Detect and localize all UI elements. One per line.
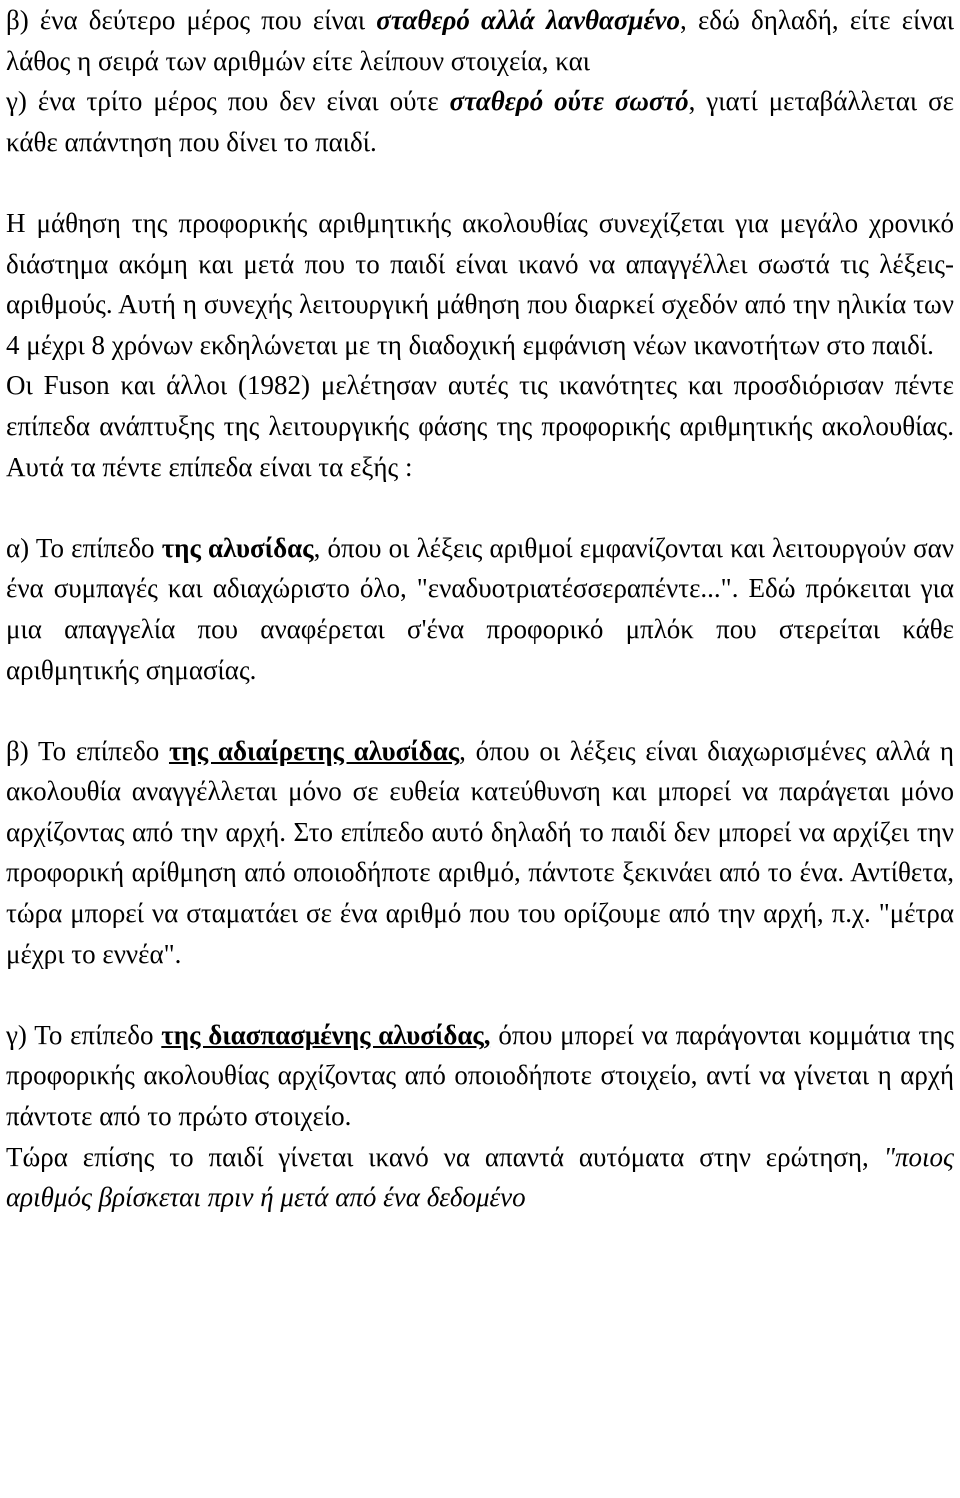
text: , εδώ δηλαδή, είτε είναι λάθος η σειρά των αριθμών είτε λείπουν στοιχεία, και <box>6 5 955 76</box>
emphasis: σταθερό αλλά λανθασμένο <box>376 5 681 35</box>
emphasis: σταθερό ούτε σωστό <box>449 86 689 117</box>
text: β) ένα δεύτερο μέρος που είναι <box>6 5 377 35</box>
paragraph-gamma-part <box>6 81 954 162</box>
text: α) Το επίπεδο <box>6 532 162 563</box>
paragraph-beta-part <box>6 0 954 81</box>
text: γ) Το επίπεδο <box>6 1019 162 1050</box>
text: , γιατί μεταβάλλεται σε κάθε απάντηση που δίνει το παιδί. <box>6 86 955 157</box>
quote: "ποιος αριθμός βρίσκεται πριν ή μετά από ένα δεδομένο <box>6 1141 954 1213</box>
paragraph-level-alpha <box>6 528 954 690</box>
level-term: της αλυσίδας <box>161 532 314 563</box>
text: γ) ένα τρίτο μέρος που δεν είναι ούτε <box>6 86 450 117</box>
text: β) Το επίπεδο <box>6 735 169 766</box>
text: όπου μπορεί να παράγονται κομμάτια της προφορικής ακολουθίας αρχίζοντας από οποιοδήποτε στοιχείο, αντί να γίνεται η αρχή πάντοτε από το πρώτο στοιχείο. <box>6 1019 955 1132</box>
paragraph-level-beta <box>6 731 954 975</box>
text: , όπου οι λέξεις αριθμοί εμφανίζονται και λειτουργούν σαν ένα συμπαγές και αδιαχώριστο όλο, "εναδυοτριατέσσεραπέντε...". Εδώ πρόκειται για μια απαγγελία που αναφέρεται σ'ένα προφορικό μπλόκ που στερείται κάθε αριθμητικής σημασίας. <box>6 532 954 685</box>
text: , όπου οι λέξεις είναι διαχωρισμένες αλλά η ακολουθία αναγγέλλεται μόνο σε ευθεία κατεύθυνση και μπορεί να παράγεται μόνο αρχίζοντας από την αρχή. Στο επίπεδο αυτό δηλαδή το παιδί δεν μπορεί να αρχίζει την προφορική αρίθμηση από οποιοδήποτε αριθμό, πάντοτε ξεκινάει από το ένα. Αντίθετα, τώρα μπορεί να σταματάει σε ένα αριθμό που του ορίζουμε από την αρχή, π.χ. "μέτρα μέχρι το εννέα". <box>6 735 954 969</box>
level-term: της διασπασμένης αλυσίδας, <box>161 1019 491 1050</box>
paragraph-now-also <box>6 1137 954 1218</box>
paragraph-level-gamma <box>6 1015 954 1137</box>
paragraph-learning: Η μάθηση της προφορικής αριθμητικής ακολουθίας συνεχίζεται για μεγάλο χρονικό διάστημα ακόμη και μετά που το παιδί είναι ικανό να απαγγέλλει σωστά τις λέξεις-αριθμούς. Αυτή η συνεχής λειτουργική μάθηση που διαρκεί σχεδόν από την ηλικία των 4 μέχρι 8 χρόνων εκδηλώνεται με τη διαδοχική εμφάνιση νέων ικανοτήτων στο παιδί. <box>6 207 954 360</box>
paragraph-fuson: Οι Fuson και άλλοι (1982) μελέτησαν αυτές τις ικανότητες και προσδιόρισαν πέντε επίπεδα ανάπτυξης της λειτουργικής φάσης της προφορικής αριθμητικής ακολουθίας. Αυτά τα πέντε επίπεδα είναι τα εξής : <box>6 370 954 482</box>
level-term: της αδιαίρετης αλυσίδας <box>168 735 460 766</box>
document-page <box>6 0 954 1218</box>
text: Τώρα επίσης το παιδί γίνεται ικανό να απαντά αυτόματα στην ερώτηση, <box>6 1141 884 1172</box>
